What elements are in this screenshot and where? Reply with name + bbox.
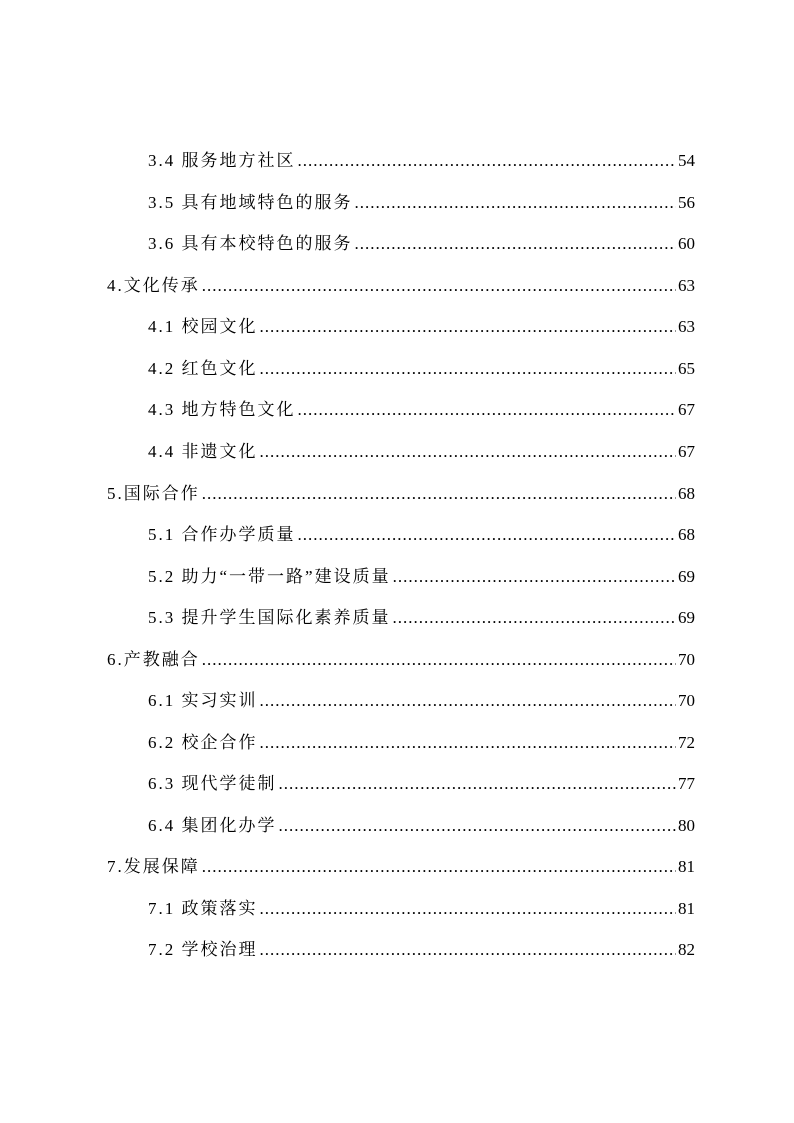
leader-dots (355, 229, 677, 259)
toc-entry-label: 7.1 政策落实 (148, 899, 258, 918)
toc-entry[interactable] (148, 395, 695, 425)
toc-entry-page: 70 (678, 691, 695, 710)
toc-entry-label: 6.3 现代学徒制 (148, 774, 277, 793)
toc-entry-label: 6.产教融合 (107, 650, 200, 669)
toc-entry-page: 68 (678, 525, 695, 544)
toc-entry-page: 69 (678, 567, 695, 586)
toc-entry[interactable] (148, 603, 695, 633)
toc-entry[interactable] (148, 354, 695, 384)
toc-entry-page: 56 (678, 193, 695, 212)
toc-entry[interactable] (148, 686, 695, 716)
leader-dots (202, 479, 676, 509)
toc-entry[interactable] (148, 437, 695, 467)
toc-entry-label: 4.3 地方特色文化 (148, 400, 296, 419)
leader-dots (279, 769, 677, 799)
toc-entry-page: 67 (678, 442, 695, 461)
toc-entry-label: 7.2 学校治理 (148, 940, 258, 959)
toc-entry[interactable] (148, 935, 695, 965)
toc-entry-label: 6.1 实习实训 (148, 691, 258, 710)
leader-dots (260, 354, 677, 384)
toc-entry-label: 5.3 提升学生国际化素养质量 (148, 608, 391, 627)
toc-entry[interactable] (148, 769, 695, 799)
leader-dots (260, 728, 677, 758)
leader-dots (393, 603, 677, 633)
toc-entry[interactable] (148, 188, 695, 218)
toc-entry-label: 4.2 红色文化 (148, 359, 258, 378)
toc-entry-page: 67 (678, 400, 695, 419)
toc-entry-page: 65 (678, 359, 695, 378)
leader-dots (298, 395, 677, 425)
leader-dots (202, 271, 676, 301)
toc-entry-label: 4.1 校园文化 (148, 317, 258, 336)
toc-entry[interactable] (148, 229, 695, 259)
toc-entry[interactable] (148, 728, 695, 758)
leader-dots (393, 562, 676, 592)
toc-entry-page: 80 (678, 816, 695, 835)
leader-dots (279, 811, 677, 841)
toc-entry-label: 3.6 具有本校特色的服务 (148, 234, 353, 253)
toc-entry[interactable] (148, 894, 695, 924)
toc-entry-page: 72 (678, 733, 695, 752)
toc-entry-label: 3.4 服务地方社区 (148, 151, 296, 170)
toc-entry[interactable] (107, 852, 695, 882)
toc-entry-label: 7.发展保障 (107, 857, 200, 876)
leader-dots (260, 935, 677, 965)
toc-entry-page: 82 (678, 940, 695, 959)
toc-entry[interactable] (148, 520, 695, 550)
leader-dots (298, 146, 677, 176)
leader-dots (260, 312, 677, 342)
toc-entry-label: 6.2 校企合作 (148, 733, 258, 752)
toc-entry[interactable] (148, 312, 695, 342)
toc-entry-label: 5.国际合作 (107, 484, 200, 503)
toc-entry[interactable] (148, 562, 695, 592)
toc-entry[interactable] (148, 811, 695, 841)
leader-dots (202, 852, 676, 882)
toc-entry-page: 70 (678, 650, 695, 669)
toc-entry-page: 60 (678, 234, 695, 253)
toc-entry-page: 81 (678, 899, 695, 918)
leader-dots (260, 437, 677, 467)
leader-dots (260, 894, 677, 924)
leader-dots (298, 520, 677, 550)
toc-entry-page: 54 (678, 151, 695, 170)
toc-entry-label: 5.2 助力“一带一路”建设质量 (148, 567, 391, 586)
toc-entry-page: 77 (678, 774, 695, 793)
leader-dots (202, 645, 676, 675)
leader-dots (260, 686, 677, 716)
toc-entry[interactable] (107, 271, 695, 301)
toc-entry-label: 4.4 非遗文化 (148, 442, 258, 461)
toc-entry-label: 4.文化传承 (107, 276, 200, 295)
toc-entry-label: 3.5 具有地域特色的服务 (148, 193, 353, 212)
toc-entry-page: 81 (678, 857, 695, 876)
toc-entry-label: 6.4 集团化办学 (148, 816, 277, 835)
toc-entry-page: 69 (678, 608, 695, 627)
toc-entry-page: 63 (678, 317, 695, 336)
toc-entry-page: 68 (678, 484, 695, 503)
toc-entry[interactable] (148, 146, 695, 176)
leader-dots (355, 188, 677, 218)
toc-entry[interactable] (107, 645, 695, 675)
toc-entry-label: 5.1 合作办学质量 (148, 525, 296, 544)
toc-entry[interactable] (107, 479, 695, 509)
toc-entry-page: 63 (678, 276, 695, 295)
